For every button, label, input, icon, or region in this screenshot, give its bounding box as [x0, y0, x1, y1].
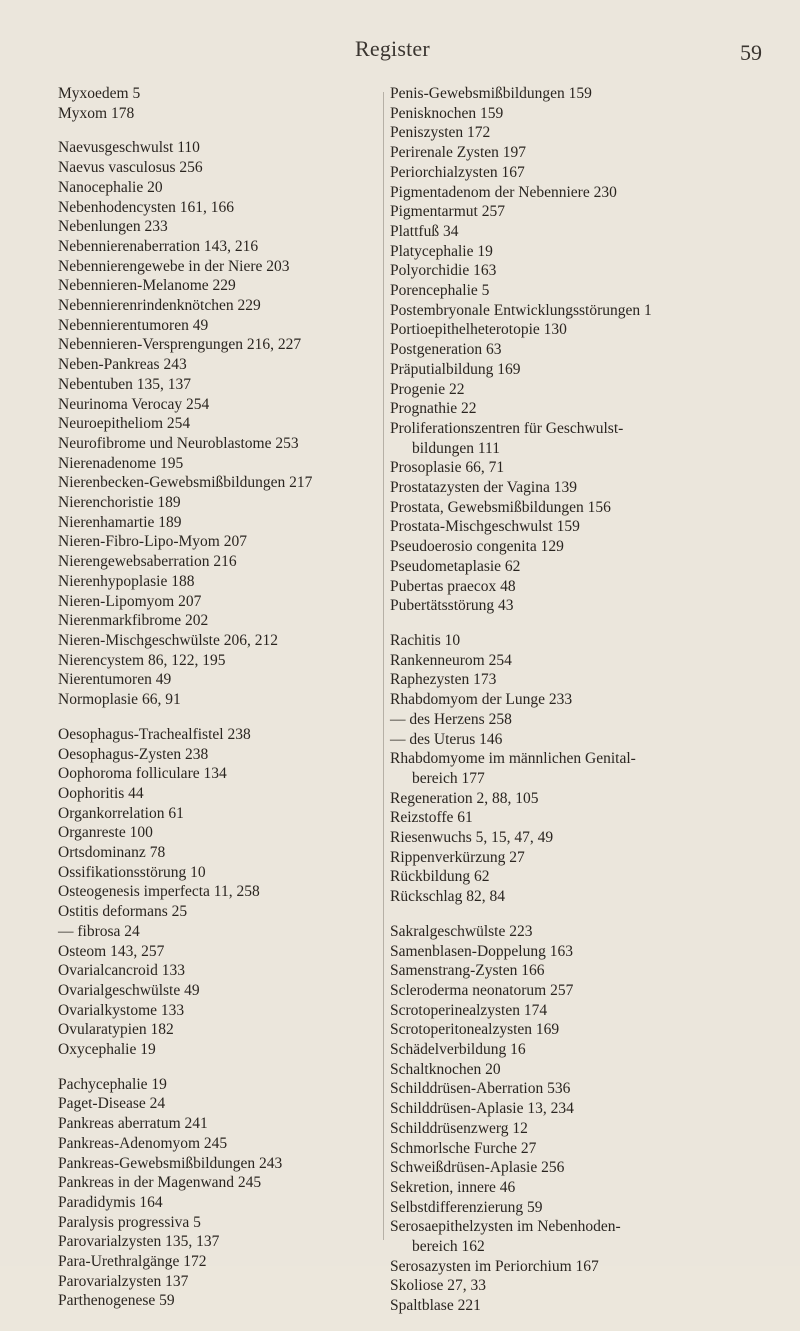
- index-entry: Raphezysten 173: [390, 671, 497, 689]
- index-entry: Pubertätsstörung 43: [390, 597, 514, 615]
- index-entry: Myxom 178: [58, 104, 135, 122]
- index-entry: Nebennierenrindenknötchen 229: [58, 297, 261, 315]
- index-entry: Nebentuben 135, 137: [58, 375, 192, 393]
- index-entry: Sakralgeschwülste 223: [390, 922, 533, 940]
- index-entry-continuation: bereich 162: [412, 1238, 485, 1256]
- left-column: [58, 84, 388, 1326]
- index-letter-group: [390, 84, 790, 616]
- index-entry: Para-Urethralgänge 172: [58, 1253, 207, 1271]
- index-entry: Prognathie 22: [390, 400, 477, 418]
- index-entry: Nierenbecken-Gewebsmißbildungen 217: [58, 474, 313, 492]
- index-entry: Schädelverbildung 16: [390, 1041, 526, 1059]
- index-letter-group: [58, 725, 388, 1060]
- index-entry: — des Uterus 146: [390, 730, 503, 748]
- index-entry: Rückschlag 82, 84: [390, 888, 505, 906]
- index-entry: Prostata-Mischgeschwulst 159: [390, 518, 580, 536]
- index-entry: Riesenwuchs 5, 15, 47, 49: [390, 829, 554, 847]
- index-entry: Parovarialzysten 135, 137: [58, 1233, 220, 1251]
- index-entry: Proliferationszentren für Geschwulst-: [390, 419, 624, 437]
- index-entry: Neurinoma Verocay 254: [58, 395, 210, 413]
- index-entry: Platycephalie 19: [390, 242, 493, 260]
- index-entry: Prostatazysten der Vagina 139: [390, 479, 577, 497]
- index-entry: Pseudometaplasie 62: [390, 557, 521, 575]
- index-entry: Prostata, Gewebsmißbildungen 156: [390, 498, 611, 516]
- index-entry: Nieren-Fibro-Lipo-Myom 207: [58, 533, 247, 551]
- index-entry: Nierenmarkfibrome 202: [58, 612, 209, 630]
- index-entry: Naevus vasculosus 256: [58, 159, 203, 177]
- index-entry: Schweißdrüsen-Aplasie 256: [390, 1159, 565, 1177]
- index-entry: Oesophagus-Trachealfistel 238: [58, 725, 251, 743]
- index-entry: Organreste 100: [58, 824, 153, 842]
- index-letter-group: [58, 138, 388, 709]
- index-entry: Ortsdominanz 78: [58, 844, 166, 862]
- index-entry: Nebennieren-Melanome 229: [58, 277, 236, 295]
- index-entry: Pachycephalie 19: [58, 1075, 167, 1093]
- index-entry: Rankenneurom 254: [390, 651, 512, 669]
- index-entry: Scrotoperinealzysten 174: [390, 1001, 548, 1019]
- running-head: [0, 36, 800, 65]
- index-entry: Rachitis 10: [390, 631, 461, 649]
- index-entry: Nebennierentumoren 49: [58, 316, 209, 334]
- index-entry: Myxoedem 5: [58, 85, 141, 102]
- index-entry: Naevusgeschwulst 110: [58, 139, 200, 157]
- index-entry: Nierenadenome 195: [58, 454, 184, 472]
- index-entry: Ostitis deformans 25: [58, 903, 188, 921]
- index-entry: Organkorrelation 61: [58, 804, 184, 822]
- index-letter-group: [390, 922, 790, 1316]
- index-entry: Paradidymis 164: [58, 1193, 163, 1211]
- index-entry: Postgeneration 63: [390, 341, 502, 359]
- index-entry: Normoplasie 66, 91: [58, 691, 181, 709]
- index-entry: Nieren-Lipomyom 207: [58, 592, 202, 610]
- index-entry: Serosaepithelzysten im Nebenhoden-: [390, 1218, 621, 1236]
- index-entry: Nebennierengewebe in der Niere 203: [58, 257, 290, 275]
- index-entry: Plattfuß 34: [390, 222, 459, 240]
- page-number: 59: [740, 40, 762, 65]
- index-entry: Porencephalie 5: [390, 282, 490, 300]
- index-entry: Schmorlsche Furche 27: [390, 1139, 537, 1157]
- index-entry: Prosoplasie 66, 71: [390, 459, 505, 477]
- index-entry: Ovularatypien 182: [58, 1021, 174, 1039]
- index-entry: Ovarialcancroid 133: [58, 962, 185, 980]
- index-entry: Nierenhypoplasie 188: [58, 572, 195, 590]
- index-entry: Oophoritis 44: [58, 784, 144, 802]
- index-entry: Ossifikationsstörung 10: [58, 863, 206, 881]
- index-entry: Regeneration 2, 88, 105: [390, 789, 539, 807]
- index-entry: Scleroderma neonatorum 257: [390, 981, 574, 999]
- index-entry: Nierencystem 86, 122, 195: [58, 651, 226, 669]
- index-entry: Nebennierenaberration 143, 216: [58, 237, 259, 255]
- index-entry: Pankreas-Adenomyom 245: [58, 1134, 228, 1152]
- index-entry: Parovarialzysten 137: [58, 1272, 189, 1290]
- index-entry: Samenblasen-Doppelung 163: [390, 942, 573, 960]
- index-entry: Pigmentarmut 257: [390, 203, 505, 221]
- index-entry: Skoliose 27, 33: [390, 1277, 487, 1295]
- index-entry: — fibrosa 24: [58, 922, 140, 940]
- index-entry: — des Herzens 258: [390, 710, 512, 728]
- index-entry: Schilddrüsen-Aplasie 13, 234: [390, 1100, 574, 1118]
- index-entry: Oxycephalie 19: [58, 1041, 156, 1059]
- index-entry: Perirenale Zysten 197: [390, 144, 527, 162]
- index-entry: Serosazysten im Periorchium 167: [390, 1257, 599, 1275]
- index-entry: Pankreas-Gewebsmißbildungen 243: [58, 1154, 283, 1172]
- index-entry: Osteogenesis imperfecta 11, 258: [58, 883, 260, 901]
- index-entry: Peniszysten 172: [390, 124, 491, 142]
- index-entry: Oophoroma folliculare 134: [58, 765, 227, 783]
- index-entry: Neben-Pankreas 243: [58, 356, 187, 374]
- index-entry: Reizstoffe 61: [390, 809, 473, 827]
- index-entry: Paget-Disease 24: [58, 1095, 166, 1113]
- page-header-title: Register: [355, 36, 430, 61]
- index-entry: Penisknochen 159: [390, 104, 504, 122]
- index-entry: Samenstrang-Zysten 166: [390, 962, 545, 980]
- index-entry: Spaltblase 221: [390, 1297, 481, 1315]
- index-entry: Schaltknochen 20: [390, 1060, 501, 1078]
- index-entry: Selbstdifferenzierung 59: [390, 1198, 543, 1216]
- index-entry-continuation: bildungen 111: [412, 439, 500, 457]
- index-entry: Nierengewebsaberration 216: [58, 553, 237, 571]
- index-entry: Sekretion, innere 46: [390, 1178, 516, 1196]
- index-entry: Präputialbildung 169: [390, 360, 521, 378]
- index-entry: Progenie 22: [390, 380, 465, 398]
- index-entry: Schilddrüsenzwerg 12: [390, 1119, 528, 1137]
- index-entry: Pigmentadenom der Nebenniere 230: [390, 183, 617, 201]
- index-entry: Nebennieren-Versprengungen 216, 227: [58, 336, 302, 354]
- index-entry: Neurofibrome und Neuroblastome 253: [58, 434, 299, 452]
- index-entry: Rippenverkürzung 27: [390, 848, 525, 866]
- index-letter-group: [390, 631, 790, 907]
- index-entry: Polyorchidie 163: [390, 262, 497, 280]
- index-letter-group: [58, 1075, 388, 1311]
- index-entry: Pseudoerosio congenita 129: [390, 538, 564, 556]
- index-entry: Scrotoperitonealzysten 169: [390, 1021, 560, 1039]
- index-entry: Nierentumoren 49: [58, 671, 172, 689]
- index-entry: Pankreas aberratum 241: [58, 1115, 208, 1133]
- index-entry: Oesophagus-Zysten 238: [58, 745, 209, 763]
- index-entry: Schilddrüsen-Aberration 536: [390, 1080, 571, 1098]
- index-entry: Parthenogenese 59: [58, 1292, 175, 1310]
- index-entry: Penis-Gewebsmißbildungen 159: [390, 85, 592, 102]
- index-entry: Ovarialkystome 133: [58, 1001, 185, 1019]
- index-entry: Nebenlungen 233: [58, 218, 168, 236]
- index-entry: Pankreas in der Magenwand 245: [58, 1174, 262, 1192]
- index-entry: Nanocephalie 20: [58, 178, 163, 196]
- index-entry: Postembryonale Entwicklungsstörungen 1: [390, 301, 652, 319]
- index-letter-group: [58, 84, 388, 123]
- index-entry: Periorchialzysten 167: [390, 163, 525, 181]
- index-entry: Nebenhodencysten 161, 166: [58, 198, 235, 216]
- index-entry-continuation: bereich 177: [412, 769, 485, 787]
- index-entry: Nierenhamartie 189: [58, 513, 182, 531]
- index-entry: Rhabdomyome im männlichen Genital-: [390, 750, 636, 768]
- index-entry: Nierenchoristie 189: [58, 494, 181, 512]
- index-entry: Ovarialgeschwülste 49: [58, 981, 200, 999]
- index-entry: Paralysis progressiva 5: [58, 1213, 201, 1231]
- index-entry: Portioepithelheterotopie 130: [390, 321, 567, 339]
- index-entry: Neuroepitheliom 254: [58, 415, 191, 433]
- index-entry: Nieren-Mischgeschwülste 206, 212: [58, 631, 278, 649]
- index-entry: Osteom 143, 257: [58, 942, 165, 960]
- index-entry: Rückbildung 62: [390, 868, 490, 886]
- index-entry: Rhabdomyom der Lunge 233: [390, 691, 573, 709]
- right-column: [390, 84, 790, 1331]
- index-entry: Pubertas praecox 48: [390, 577, 516, 595]
